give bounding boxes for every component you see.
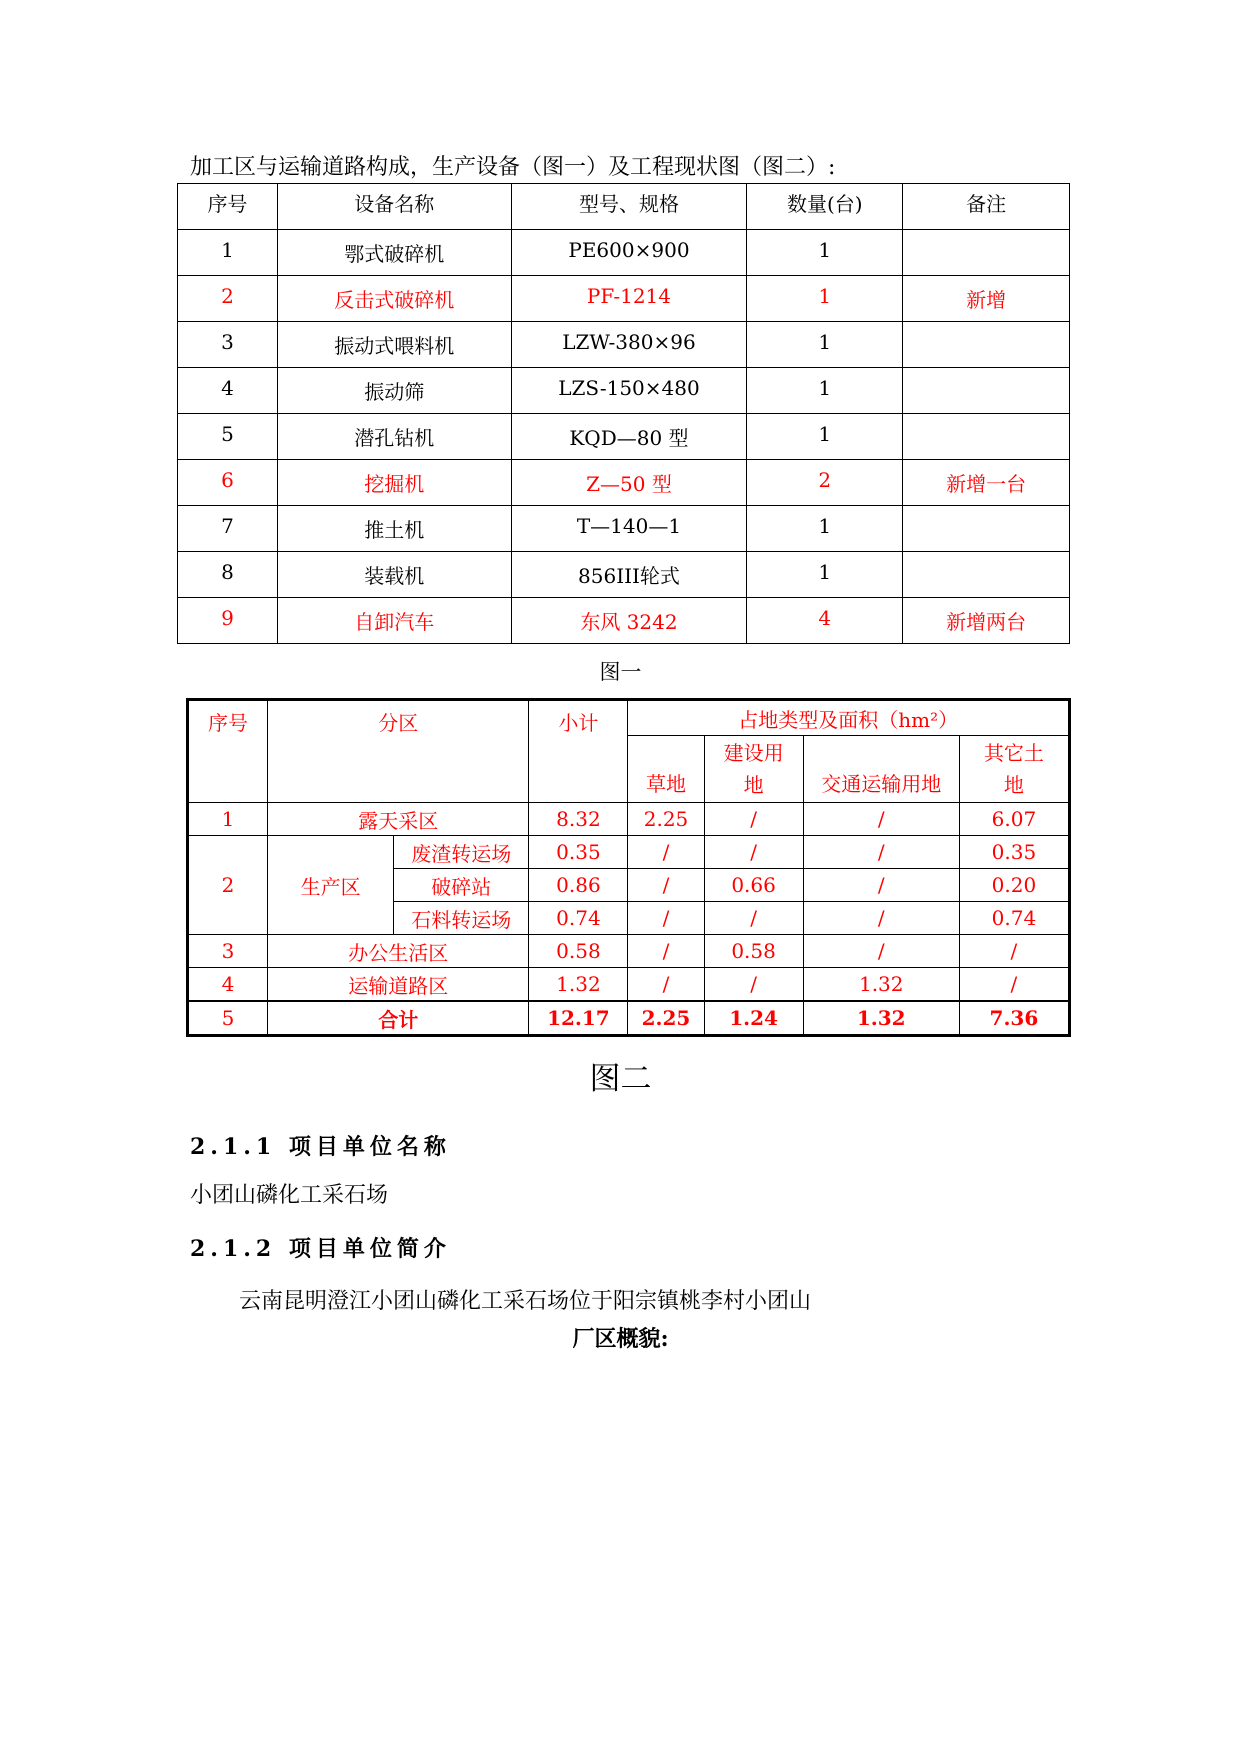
row-subtotal: 0.35 bbox=[529, 836, 628, 869]
row-zone: 生产区 bbox=[268, 836, 394, 935]
plant-overview-label: 厂区概貌: bbox=[572, 1326, 669, 1352]
row-no: 4 bbox=[178, 368, 278, 414]
row-note: 新增一台 bbox=[903, 460, 1070, 506]
table-row bbox=[188, 836, 1070, 869]
row-zone: 办公生活区 bbox=[268, 935, 529, 968]
row-note: 新增两台 bbox=[903, 598, 1070, 644]
row-other: / bbox=[959, 935, 1069, 968]
table-row bbox=[178, 276, 1070, 322]
row-note bbox=[903, 368, 1070, 414]
row-subtotal: 1.32 bbox=[529, 968, 628, 1002]
header-construction bbox=[704, 736, 803, 803]
row-construction: / bbox=[704, 803, 803, 836]
row-name: 潜孔钻机 bbox=[277, 414, 511, 460]
row-name: 自卸汽车 bbox=[277, 598, 511, 644]
row-name: 推土机 bbox=[277, 506, 511, 552]
row-qty: 4 bbox=[747, 598, 903, 644]
row-no: 5 bbox=[188, 1001, 268, 1036]
row-no: 9 bbox=[178, 598, 278, 644]
row-model: PF-1214 bbox=[511, 276, 747, 322]
table-row-total bbox=[188, 1001, 1070, 1036]
row-zone: 运输道路区 bbox=[268, 968, 529, 1002]
row-construction: / bbox=[704, 968, 803, 1002]
row-note bbox=[903, 322, 1070, 368]
row-grass: / bbox=[628, 836, 704, 869]
row-other: 6.07 bbox=[959, 803, 1069, 836]
figure-caption-1: 图一 bbox=[599, 660, 642, 684]
row-other: 0.20 bbox=[959, 869, 1069, 902]
row-subzone: 石料转运场 bbox=[394, 902, 529, 935]
row-qty: 1 bbox=[747, 368, 903, 414]
land-area-table bbox=[186, 698, 1071, 1037]
header-other-line2: 地 bbox=[1003, 773, 1024, 797]
row-no: 6 bbox=[178, 460, 278, 506]
row-grass: 2.25 bbox=[628, 803, 704, 836]
row-grass: / bbox=[628, 935, 704, 968]
row-construction: / bbox=[704, 836, 803, 869]
row-construction: / bbox=[704, 902, 803, 935]
row-note: 新增 bbox=[903, 276, 1070, 322]
table-row bbox=[178, 414, 1070, 460]
row-qty: 1 bbox=[747, 414, 903, 460]
header-name: 设备名称 bbox=[277, 184, 511, 230]
header-note: 备注 bbox=[903, 184, 1070, 230]
row-other: 0.35 bbox=[959, 836, 1069, 869]
header-other bbox=[959, 736, 1069, 803]
row-name: 振动筛 bbox=[277, 368, 511, 414]
row-note bbox=[903, 506, 1070, 552]
section-heading-2: 2.1.2 项目单位简介 bbox=[190, 1236, 451, 1262]
table-row bbox=[188, 935, 1070, 968]
table-row bbox=[178, 368, 1070, 414]
row-construction: 0.58 bbox=[704, 935, 803, 968]
header-land-type-group bbox=[628, 700, 1070, 736]
row-model: LZW-380×96 bbox=[511, 322, 747, 368]
table-row bbox=[178, 460, 1070, 506]
header-construction-line2: 地 bbox=[743, 773, 764, 797]
row-subtotal: 0.74 bbox=[529, 902, 628, 935]
row-name: 振动式喂料机 bbox=[277, 322, 511, 368]
row-subzone: 破碎站 bbox=[394, 869, 529, 902]
row-no: 1 bbox=[178, 230, 278, 276]
row-model: LZS-150×480 bbox=[511, 368, 747, 414]
row-name: 挖掘机 bbox=[277, 460, 511, 506]
row-subtotal: 0.86 bbox=[529, 869, 628, 902]
row-qty: 1 bbox=[747, 506, 903, 552]
header-zone: 分区 bbox=[268, 700, 529, 803]
row-name: 反击式破碎机 bbox=[277, 276, 511, 322]
header-no: 序号 bbox=[178, 184, 278, 230]
header-other-line1: 其它土 bbox=[983, 741, 1044, 765]
row-note bbox=[903, 414, 1070, 460]
row-transport: / bbox=[803, 803, 959, 836]
table-row bbox=[178, 322, 1070, 368]
row-qty: 1 bbox=[747, 276, 903, 322]
table-row bbox=[178, 552, 1070, 598]
header-grass: 草地 bbox=[628, 736, 704, 803]
header-no: 序号 bbox=[188, 700, 268, 803]
row-subtotal: 0.58 bbox=[529, 935, 628, 968]
row-model: 东风 3242 bbox=[511, 598, 747, 644]
row-other: / bbox=[959, 968, 1069, 1002]
row-model: KQD—80 型 bbox=[511, 414, 747, 460]
row-other: 7.36 bbox=[959, 1001, 1069, 1036]
row-grass: 2.25 bbox=[628, 1001, 704, 1036]
row-model: T—140—1 bbox=[511, 506, 747, 552]
table-row bbox=[188, 968, 1070, 1002]
row-grass: / bbox=[628, 869, 704, 902]
header-model: 型号、规格 bbox=[511, 184, 747, 230]
row-no: 2 bbox=[178, 276, 278, 322]
section-heading-1: 2.1.1 项目单位名称 bbox=[190, 1134, 451, 1160]
table-row bbox=[178, 506, 1070, 552]
row-note bbox=[903, 552, 1070, 598]
row-qty: 1 bbox=[747, 230, 903, 276]
section-text-1: 小团山磷化工采石场 bbox=[190, 1183, 389, 1208]
row-no: 2 bbox=[188, 836, 268, 935]
land-type-group-label: 占地类型及面积（hm²） bbox=[738, 707, 959, 732]
equipment-header-row bbox=[178, 184, 1070, 230]
row-transport: / bbox=[803, 902, 959, 935]
equipment-table bbox=[177, 183, 1070, 644]
header-construction-line1: 建设用 bbox=[723, 741, 784, 765]
row-qty: 2 bbox=[747, 460, 903, 506]
land-header-row-top bbox=[188, 700, 1070, 736]
row-subtotal: 12.17 bbox=[529, 1001, 628, 1036]
row-no: 1 bbox=[188, 803, 268, 836]
row-transport: / bbox=[803, 836, 959, 869]
row-model: Z—50 型 bbox=[511, 460, 747, 506]
row-no: 8 bbox=[178, 552, 278, 598]
header-subtotal: 小计 bbox=[529, 700, 628, 803]
row-no: 3 bbox=[188, 935, 268, 968]
row-transport: 1.32 bbox=[803, 968, 959, 1002]
row-grass: / bbox=[628, 968, 704, 1002]
row-no: 3 bbox=[178, 322, 278, 368]
row-qty: 1 bbox=[747, 322, 903, 368]
row-model: 856III轮式 bbox=[511, 552, 747, 598]
intro-text: 加工区与运输道路构成，生产设备（图一）及工程现状图（图二）: bbox=[190, 155, 836, 180]
row-transport: / bbox=[803, 869, 959, 902]
row-qty: 1 bbox=[747, 552, 903, 598]
row-transport: 1.32 bbox=[803, 1001, 959, 1036]
row-model: PE600×900 bbox=[511, 230, 747, 276]
table-row bbox=[188, 803, 1070, 836]
section-text-2: 云南昆明澄江小团山磷化工采石场位于阳宗镇桃李村小团山 bbox=[239, 1289, 812, 1314]
table-row bbox=[178, 230, 1070, 276]
row-subzone: 废渣转运场 bbox=[394, 836, 529, 869]
row-zone: 露天采区 bbox=[268, 803, 529, 836]
row-subtotal: 8.32 bbox=[529, 803, 628, 836]
row-other: 0.74 bbox=[959, 902, 1069, 935]
row-transport: / bbox=[803, 935, 959, 968]
figure-caption-2: 图二 bbox=[589, 1061, 652, 1097]
row-note bbox=[903, 230, 1070, 276]
row-construction: 0.66 bbox=[704, 869, 803, 902]
row-no: 7 bbox=[178, 506, 278, 552]
row-zone: 合计 bbox=[268, 1001, 529, 1036]
row-name: 装载机 bbox=[277, 552, 511, 598]
row-no: 5 bbox=[178, 414, 278, 460]
row-grass: / bbox=[628, 902, 704, 935]
header-transport: 交通运输用地 bbox=[803, 736, 959, 803]
row-construction: 1.24 bbox=[704, 1001, 803, 1036]
table-row bbox=[178, 598, 1070, 644]
header-qty: 数量(台) bbox=[747, 184, 903, 230]
row-name: 鄂式破碎机 bbox=[277, 230, 511, 276]
row-no: 4 bbox=[188, 968, 268, 1002]
